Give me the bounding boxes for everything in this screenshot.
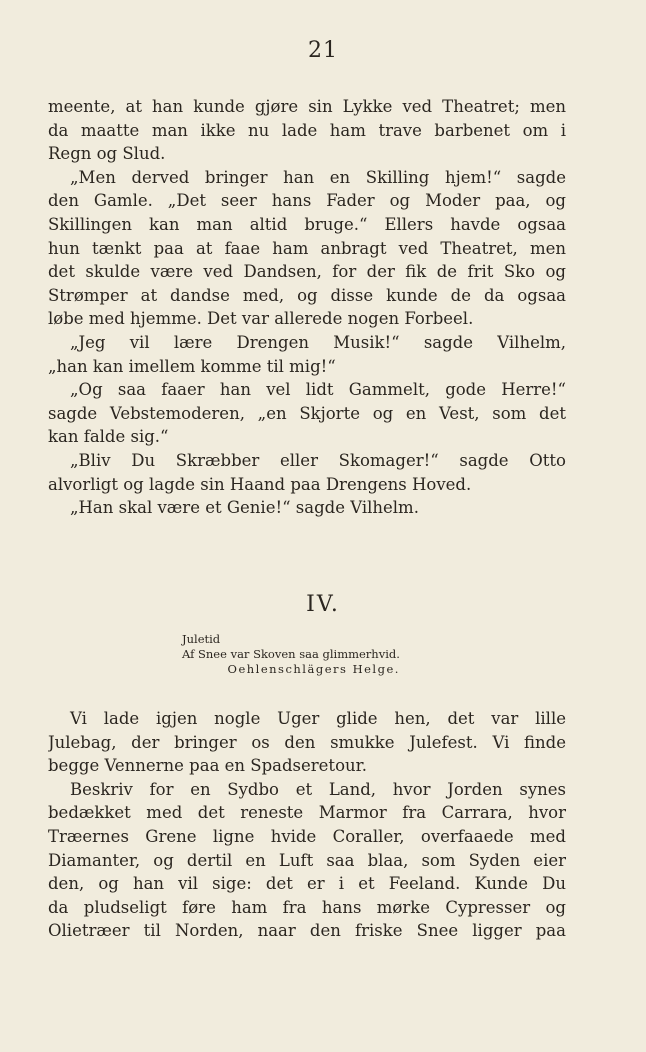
chapter-heading: IV.	[306, 592, 340, 617]
text-line: „Og saa faaer han vel lidt Gammelt, gode Herre!“	[70, 380, 566, 400]
text-line: Træernes Grene ligne hvide Coraller, overfaaede med	[48, 826, 566, 846]
text-line: da pludseligt føre ham fra hans mørke Cypresser og	[48, 897, 566, 917]
text-block-top	[48, 95, 566, 520]
text-line: Regn og Slud.	[48, 144, 166, 164]
text-line: den Gamle. „Det seer hans Fader og Moder paa, og	[48, 191, 566, 211]
text-line: „Men derved bringer han en Skilling hjem!“ sagde	[70, 167, 566, 187]
text-line: løbe med hjemme. Det var allerede nogen Forbeel.	[48, 309, 474, 329]
text-block-bottom	[48, 707, 566, 943]
text-line: „Jeg vil lære Drengen Musik!“ sagde Vilhelm,	[70, 332, 566, 352]
epigraph-attribution: Oehlenschlägers Helge.	[227, 662, 400, 676]
page-number: 21	[308, 38, 338, 63]
text-line: den, og han vil sige: det er i et Feeland. Kunde Du	[48, 874, 566, 894]
text-line: Strømper at dandse med, og disse kunde de da ogsaa	[48, 285, 566, 305]
text-line: da maatte man ikke nu lade ham trave barbenet om i	[48, 120, 566, 140]
text-line: Skillingen kan man altid bruge.“ Ellers havde ogsaa	[48, 214, 566, 234]
text-line: Diamanter, og dertil en Luft saa blaa, som Syden eier	[48, 850, 566, 870]
text-line: meente, at han kunde gjøre sin Lykke ved Theatret; men	[48, 97, 566, 116]
text-line: sagde Vebstemoderen, „en Skjorte og en Vest, som det	[48, 403, 566, 423]
text-line: „Bliv Du Skræbber eller Skomager!“ sagde Otto	[70, 450, 566, 470]
text-line: kan falde sig.“	[48, 427, 169, 447]
text-line: begge Vennerne paa en Spadseretour.	[48, 756, 367, 776]
text-line: „han kan imellem komme til mig!“	[48, 356, 336, 376]
text-line: Beskriv for en Sydbo et Land, hvor Jorden synes	[70, 779, 566, 799]
text-line: Julebag, der bringer os den smukke Julefest. Vi finde	[48, 732, 566, 752]
text-line: hun tænkt paa at faae ham anbragt ved Theatret, men	[48, 238, 566, 258]
epigraph-line: Juletid	[182, 632, 221, 646]
epigraph	[182, 632, 400, 677]
epigraph-line: Af Snee var Skoven saa glimmerhvid.	[182, 647, 400, 661]
text-line: „Han skal være et Genie!“ sagde Vilhelm.	[70, 498, 419, 518]
text-line: Vi lade igjen nogle Uger glide hen, det var lille	[70, 709, 566, 728]
text-line: det skulde være ved Dandsen, for der fik de frit Sko og	[48, 262, 566, 282]
text-line: bedækket med det reneste Marmor fra Carrara, hvor	[48, 803, 566, 823]
text-line: Olietræer til Norden, naar den friske Snee ligger paa	[48, 921, 566, 941]
text-line: alvorligt og lagde sin Haand paa Drengens Hoved.	[48, 474, 472, 494]
